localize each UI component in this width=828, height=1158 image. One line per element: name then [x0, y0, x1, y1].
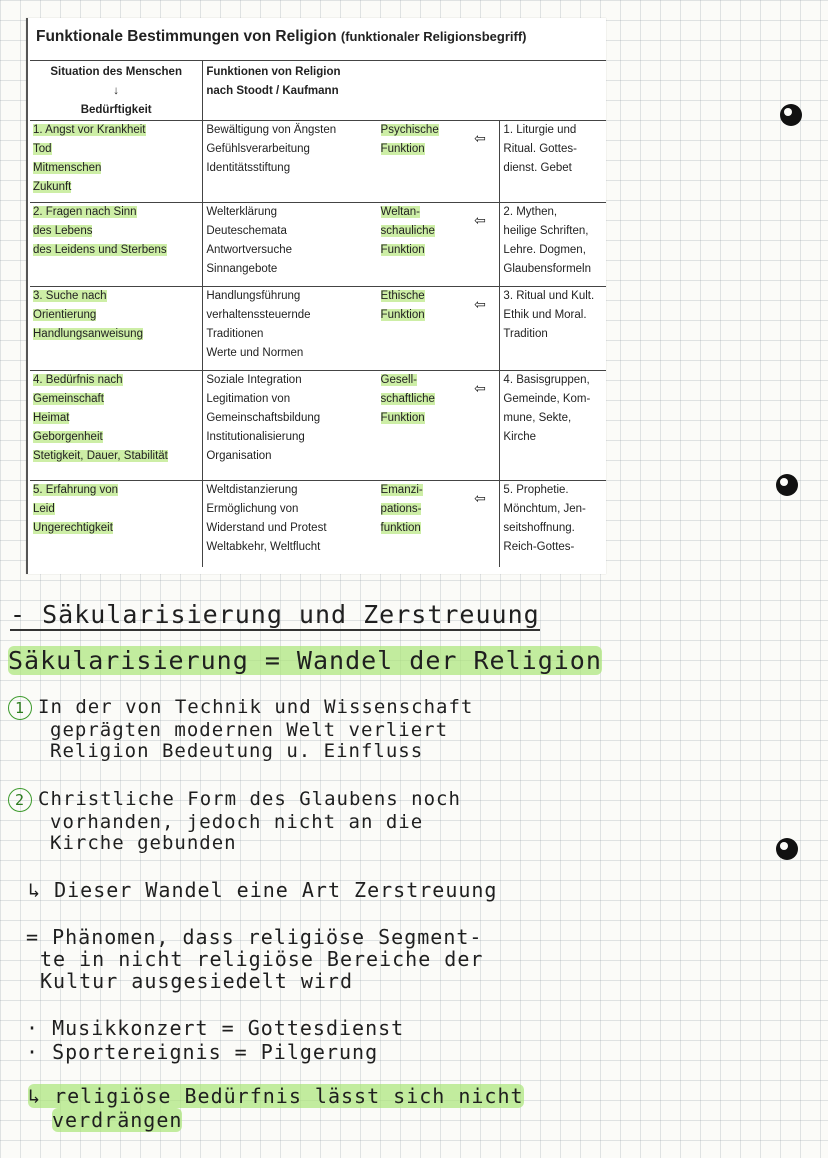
- table-row: [30, 481, 606, 567]
- left-arrow-icon: ⇦: [474, 380, 486, 396]
- function-type-cell-line: [381, 390, 458, 409]
- highlighted-text: Gemeinschaft: [33, 393, 104, 405]
- need-cell-line: [33, 500, 199, 519]
- header-empty: [378, 61, 461, 121]
- phenomenon-definition: [26, 926, 483, 992]
- need-cell-line: [33, 325, 199, 344]
- definition-text: Säkularisierung = Wandel der Religion: [8, 646, 602, 675]
- function-type-cell-line: [381, 203, 458, 222]
- function-cell-line: Gemeinschaftsbildung: [206, 412, 321, 424]
- form-cell: [500, 287, 606, 371]
- function-cell-line: Ermöglichung von: [206, 503, 299, 515]
- definition-line: [8, 646, 602, 675]
- function-cell-line: Deuteschemata: [206, 225, 287, 237]
- function-type-cell-line: [381, 481, 458, 500]
- highlighted-text: Gesell-: [380, 374, 417, 386]
- punch-hole-icon: [780, 104, 802, 126]
- function-cell-line: Legitimation von: [206, 393, 291, 405]
- highlighted-text: 3. Suche nach: [33, 290, 107, 302]
- form-cell-line: Kirche: [503, 431, 537, 443]
- form-cell-line: 2. Mythen,: [503, 206, 558, 218]
- function-type-cell-line: [381, 121, 458, 140]
- form-cell-line: dienst. Gebet: [503, 162, 572, 174]
- function-cell-line: Soziale Integration: [206, 374, 302, 386]
- left-arrow-icon: ⇦: [474, 490, 486, 506]
- need-cell: [30, 287, 203, 371]
- phenomenon-line: te in nicht religiöse Bereiche der: [40, 947, 484, 971]
- function-cell: [203, 287, 378, 371]
- table-header-row: [30, 61, 606, 121]
- highlighted-text: Funktion: [380, 244, 425, 256]
- function-cell-line: Antwortversuche: [206, 244, 292, 256]
- highlighted-text: des Lebens: [33, 225, 93, 237]
- highlighted-text: Stetigkeit, Dauer, Stabilität: [33, 450, 168, 462]
- highlighted-text: 2. Fragen nach Sinn: [33, 206, 137, 218]
- form-cell-line: 3. Ritual und Kult.: [503, 290, 595, 302]
- highlighted-text: schauliche: [380, 225, 435, 237]
- form-cell-line: mune, Sekte,: [503, 412, 572, 424]
- highlighted-text: Mitmenschen: [33, 162, 102, 174]
- form-cell: [500, 203, 606, 287]
- header-empty: [500, 61, 606, 121]
- phenomenon-line: Kultur ausgesiedelt wird: [40, 969, 353, 993]
- need-cell-line: [33, 390, 199, 409]
- left-arrow-icon: ⇦: [474, 296, 486, 312]
- table-row: [30, 371, 606, 481]
- form-cell-line: 5. Prophetie.: [503, 484, 569, 496]
- highlighted-text: Zukunft: [33, 181, 72, 193]
- function-type-cell: [378, 203, 461, 287]
- point-1: [8, 696, 473, 762]
- highlighted-text: Tod: [33, 143, 52, 155]
- form-cell-line: Reich-Gottes-: [503, 541, 575, 553]
- function-type-cell: [378, 287, 461, 371]
- function-type-cell: [378, 481, 461, 567]
- arrow-conclusion: [28, 878, 497, 902]
- header-functions: [203, 61, 378, 121]
- function-cell-line: Widerstand und Protest: [206, 522, 327, 534]
- header-col2-line1: Funktionen von Religion: [206, 66, 341, 78]
- function-cell-line: Gefühlsverarbeitung: [206, 143, 310, 155]
- number-circle-icon: 1: [8, 696, 32, 720]
- examples-list: [26, 1016, 404, 1064]
- example-item: · Sportereignis = Pilgerung: [26, 1040, 379, 1064]
- highlighted-text: Heimat: [33, 412, 70, 424]
- header-col1-label: Situation des Menschen: [50, 66, 182, 78]
- religion-functions-table: [30, 60, 606, 567]
- need-cell-line: [33, 140, 199, 159]
- need-cell-line: [33, 287, 199, 306]
- need-cell-line: [33, 203, 199, 222]
- need-cell-line: [33, 306, 199, 325]
- function-cell: [203, 371, 378, 481]
- table-row: [30, 287, 606, 371]
- heading-text: - Säkularisierung und Zerstreuung: [10, 600, 540, 629]
- title-main: Funktionale Bestimmungen von Religion: [36, 28, 337, 45]
- need-cell: [30, 203, 203, 287]
- function-type-cell-line: [381, 500, 458, 519]
- highlighted-text: Funktion: [380, 412, 425, 424]
- function-type-cell-line: [381, 371, 458, 390]
- function-type-cell: [378, 121, 461, 203]
- number-circle-icon: 2: [8, 788, 32, 812]
- form-cell-line: Ethik und Moral.: [503, 309, 587, 321]
- form-cell-line: Lehre. Dogmen,: [503, 244, 586, 256]
- need-cell-line: [33, 409, 199, 428]
- left-arrow-icon: ⇦: [474, 130, 486, 146]
- form-cell-line: Tradition: [503, 328, 548, 340]
- function-cell-line: Werte und Normen: [206, 347, 304, 359]
- function-cell-line: Bewältigung von Ängsten: [206, 124, 337, 136]
- point2-line: vorhanden, jedoch nicht an die: [50, 811, 424, 833]
- form-cell-line: 4. Basisgruppen,: [503, 374, 590, 386]
- form-cell-line: Gemeinde, Kom-: [503, 393, 591, 405]
- function-type-cell: [378, 371, 461, 481]
- form-cell-line: heilige Schriften,: [503, 225, 589, 237]
- need-cell: [30, 371, 203, 481]
- form-cell-line: 1. Liturgie und: [503, 124, 577, 136]
- point2-line: Christliche Form des Glaubens noch: [38, 788, 461, 810]
- function-cell-line: Handlungsführung: [206, 290, 301, 302]
- point1-line: Religion Bedeutung u. Einfluss: [50, 740, 424, 762]
- form-cell-line: Mönchtum, Jen-: [503, 503, 586, 515]
- function-type-cell-line: [381, 287, 458, 306]
- highlighted-text: Leid: [33, 503, 55, 515]
- need-cell-line: [33, 519, 199, 538]
- highlighted-text: Ethische: [380, 290, 425, 302]
- punch-hole-icon: [776, 474, 798, 496]
- conclusion-line: verdrängen: [52, 1108, 183, 1132]
- highlighted-text: funktion: [380, 522, 421, 534]
- highlighted-text: Emanzi-: [380, 484, 423, 496]
- function-cell-line: verhaltenssteuernde: [206, 309, 311, 321]
- need-cell: [30, 481, 203, 567]
- function-cell-line: Weltabkehr, Weltflucht: [206, 541, 321, 553]
- form-cell-line: seitshoffnung.: [503, 522, 575, 534]
- arrow-cell: [461, 121, 500, 203]
- need-cell-line: [33, 371, 199, 390]
- down-arrow-icon: ↓: [113, 85, 120, 97]
- example-item: · Musikkonzert = Gottesdienst: [26, 1016, 405, 1040]
- need-cell-line: [33, 428, 199, 447]
- need-cell-line: [33, 481, 199, 500]
- arrow-line-text: ↳ Dieser Wandel eine Art Zerstreuung: [28, 878, 498, 902]
- function-type-cell-line: [381, 241, 458, 260]
- highlighted-text: 4. Bedürfnis nach: [33, 374, 123, 386]
- function-cell-line: Identitätsstiftung: [206, 162, 291, 174]
- form-cell: [500, 371, 606, 481]
- header-empty: [461, 61, 500, 121]
- title-suffix: (funktionaler Religionsbegriff): [340, 29, 527, 44]
- function-cell-line: Weltdistanzierung: [206, 484, 298, 496]
- arrow-cell: [461, 371, 500, 481]
- function-type-cell-line: [381, 409, 458, 428]
- highlighted-text: des Leidens und Sterbens: [33, 244, 167, 256]
- table-row: [30, 121, 606, 203]
- point1-line: In der von Technik und Wissenschaft: [38, 696, 474, 718]
- highlighted-text: 5. Erfahrung von: [33, 484, 119, 496]
- function-type-cell-line: [381, 222, 458, 241]
- form-cell-line: Glaubensformeln: [503, 263, 591, 275]
- need-cell: [30, 121, 203, 203]
- function-type-cell-line: [381, 306, 458, 325]
- header-situation: [30, 61, 203, 121]
- point2-line: Kirche gebunden: [50, 832, 237, 854]
- highlighted-text: Handlungsanweisung: [33, 328, 143, 340]
- need-cell-line: [33, 159, 199, 178]
- highlighted-text: Funktion: [380, 143, 425, 155]
- form-cell: [500, 481, 606, 567]
- function-cell-line: Organisation: [206, 450, 272, 462]
- notes-heading: [10, 600, 540, 629]
- table-row: [30, 203, 606, 287]
- arrow-cell: [461, 203, 500, 287]
- form-cell-line: Ritual. Gottes-: [503, 143, 577, 155]
- need-cell-line: [33, 178, 199, 197]
- left-arrow-icon: ⇦: [474, 212, 486, 228]
- function-cell: [203, 121, 378, 203]
- punch-hole-icon: [776, 838, 798, 860]
- function-cell-line: Traditionen: [206, 328, 264, 340]
- highlighted-text: 1. Angst vor Krankheit: [33, 124, 146, 136]
- form-cell: [500, 121, 606, 203]
- highlighted-text: Geborgenheit: [33, 431, 103, 443]
- highlighted-text: Funktion: [380, 309, 425, 321]
- need-cell-line: [33, 121, 199, 140]
- need-cell-line: [33, 222, 199, 241]
- function-cell: [203, 203, 378, 287]
- function-type-cell-line: [381, 519, 458, 538]
- function-cell-line: Sinnangebote: [206, 263, 278, 275]
- phenomenon-line: = Phänomen, dass religiöse Segment-: [26, 925, 483, 949]
- function-cell-line: Institutionalisierung: [206, 431, 305, 443]
- point1-line: geprägten modernen Welt verliert: [50, 719, 449, 741]
- highlighted-text: Weltan-: [380, 206, 420, 218]
- highlighted-text: pations-: [380, 503, 422, 515]
- arrow-cell: [461, 481, 500, 567]
- function-cell-line: Welterklärung: [206, 206, 278, 218]
- highlighted-text: schaftliche: [380, 393, 435, 405]
- conclusion-line: ↳ religiöse Bedürfnis lässt sich nicht: [28, 1084, 524, 1108]
- header-col2-line2: nach Stoodt / Kaufmann: [206, 85, 339, 97]
- highlighted-text: Psychische: [380, 124, 439, 136]
- final-conclusion: [28, 1084, 524, 1132]
- point-2: [8, 788, 461, 854]
- function-cell: [203, 481, 378, 567]
- header-col1-sub: Bedürftigkeit: [80, 104, 152, 116]
- highlighted-text: Ungerechtigkeit: [33, 522, 113, 534]
- need-cell-line: [33, 447, 199, 466]
- highlighted-text: Orientierung: [33, 309, 97, 321]
- printed-table-sheet: [26, 18, 606, 574]
- need-cell-line: [33, 241, 199, 260]
- table-title: [36, 28, 527, 46]
- function-type-cell-line: [381, 140, 458, 159]
- arrow-cell: [461, 287, 500, 371]
